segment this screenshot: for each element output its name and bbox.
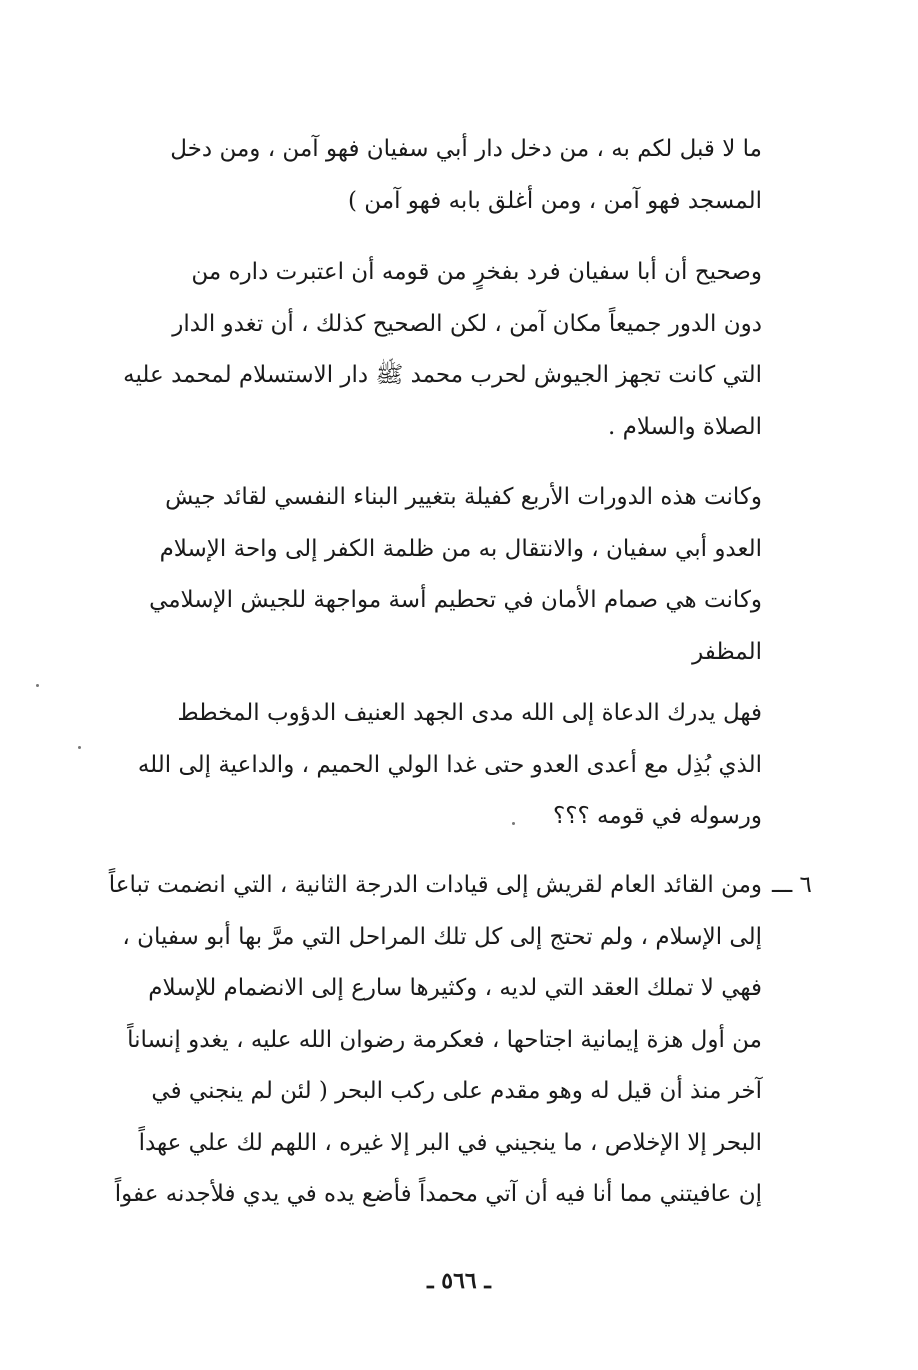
text-line: البحر إلا الإخلاص ، ما ينجيني في البر إلا غيره ، اللهم لك علي عهداً [138, 1129, 762, 1156]
text-line: إلى الإسلام ، ولم تحتج إلى كل تلك المراحل التي مرَّ بها أبو سفيان ، [122, 923, 762, 950]
text-line: ومن القائد العام لقريش إلى قيادات الدرجة الثانية ، التي انضمت تباعاً [108, 872, 762, 898]
scan-speck [78, 746, 81, 749]
list-item-number: ٦ ـــ [772, 872, 812, 898]
paragraph-5 [82, 860, 762, 1221]
paragraph-4 [82, 688, 762, 843]
text-line: المسجد فهو آمن ، ومن أغلق بابه فهو آمن ) [347, 187, 762, 214]
scan-speck [512, 822, 515, 825]
text-line: المظفر [692, 638, 762, 665]
text-line: من أول هزة إيمانية اجتاحها ، فعكرمة رضوان الله عليه ، يغدو إنساناً [127, 1026, 762, 1053]
text-line: وصحيح أن أبا سفيان فرد بفخرٍ من قومه أن اعتبرت داره من [191, 259, 762, 285]
paragraph-3 [82, 472, 762, 678]
text-line: وكانت هذه الدورات الأربع كفيلة بتغيير البناء النفسي لقائد جيش [165, 484, 762, 510]
paragraph-2 [82, 247, 762, 453]
text-line: فهل يدرك الدعاة إلى الله مدى الجهد العنيف الدؤوب المخطط [177, 700, 762, 726]
page-number: ـ ٥٦٦ ـ [427, 1268, 491, 1294]
text-line: ورسوله في قومه ؟؟؟ [553, 803, 762, 829]
text-line: وكانت هي صمام الأمان في تحطيم أسة مواجهة للجيش الإسلامي [149, 587, 762, 613]
text-line: الصلاة والسلام . [607, 413, 762, 440]
text-line: الذي بُذِل مع أعدى العدو حتى غدا الولي الحميم ، والداعية إلى الله [137, 751, 762, 778]
text-line: التي كانت تجهز الجيوش لحرب محمد ﷺ دار الاستسلام لمحمد عليه [123, 362, 762, 388]
text-line: العدو أبي سفيان ، والانتقال به من ظلمة الكفر إلى واحة الإسلام [159, 535, 762, 562]
text-line: إن عافيتني مما أنا فيه أن آتي محمداً فأضع يده في يدي فلأجدنه عفواً [114, 1181, 762, 1207]
text-line: ما لا قبل لكم به ، من دخل دار أبي سفيان فهو آمن ، ومن دخل [170, 136, 762, 162]
text-line: دون الدور جميعاً مكان آمن ، لكن الصحيح كذلك ، أن تغدو الدار [172, 310, 762, 337]
text-line: فهي لا تملك العقد التي لديه ، وكثيرها سارع إلى الانضمام للإسلام [148, 975, 762, 1001]
text-line: آخر منذ أن قيل له وهو مقدم على ركب البحر ( لئن لم ينجني في [151, 1078, 762, 1104]
scan-speck [36, 684, 39, 687]
paragraph-1 [82, 124, 762, 227]
